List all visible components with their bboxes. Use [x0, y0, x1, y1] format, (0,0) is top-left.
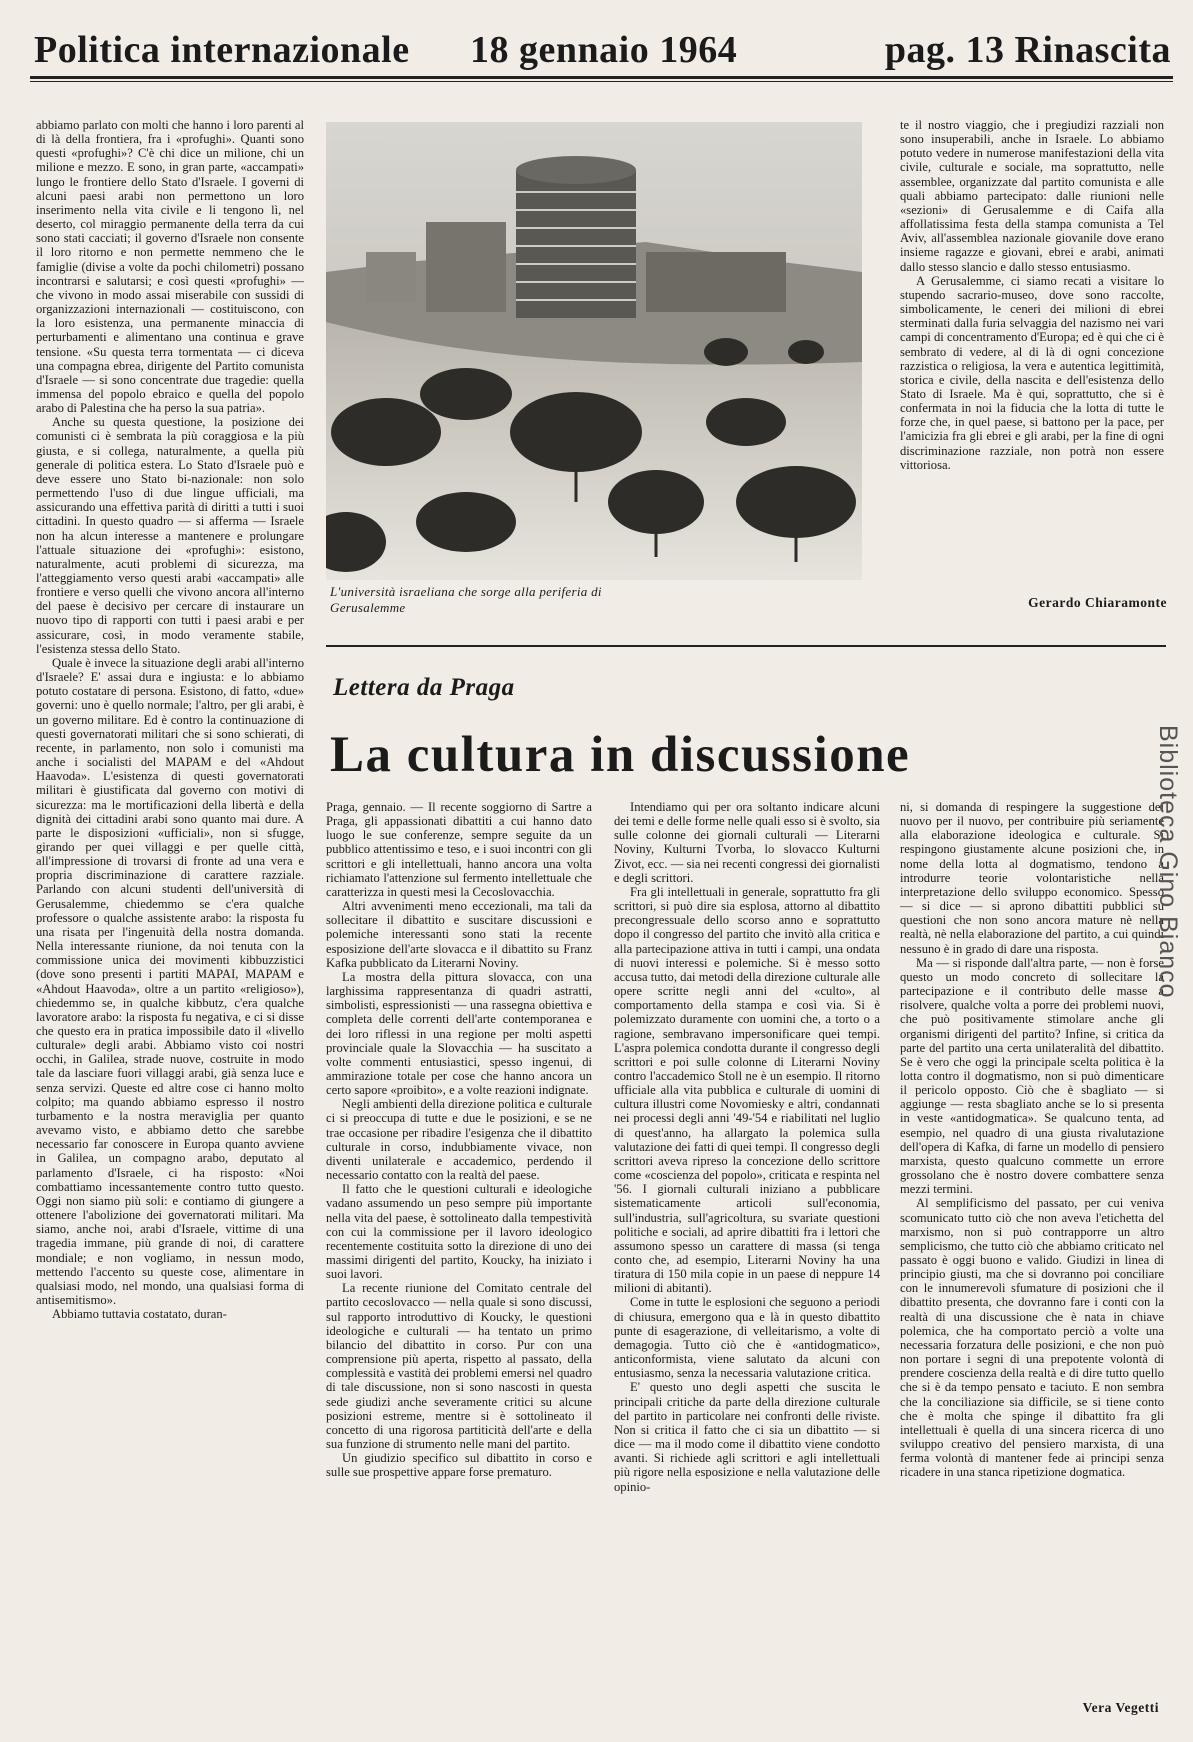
paragraph: Negli ambienti della direzione politica e culturale ci si preoccupa di tutte e due le posizioni, e se ne trae occasione per ribadire l'esigenza che il dibattito culturale in corso, indubbiamente vivace, non diventi unilaterale e accademico, perdendo il necessario contatto con la realtà del paese. [326, 1097, 592, 1183]
paragraph: Fra gli intellettuali in generale, soprattutto fra gli scrittori, si può dire sia esplosa, attorno al dibattito precongressuale dello scorso anno e soprattutto dopo il congresso del partito che invitò alla critica e alla partecipazione attiva in tutti i campi, una ondata di nuovi interessi e polemiche. Si è messo sotto accusa tutto, dai metodi della direzione culturale alle opere scritte negli anni del «culto», al comportamento della stampa e così via. Si è polemizzato duramente con uomini che, a torto o a ragione, sembravano impersonificare quei tempi. L'aspra polemica condotta durante il congresso degli scrittori e poi sulle colonne di Literarni Noviny contro l'accademico Stoll ne è un esempio. Il ritorno ufficiale alla vita pubblica e culturale di uomini di cultura illustri come Novomiesky e altri, condannati nei processi degli anni '49-'54 e riabilitati nel luglio di quest'anno, ha allargato la polemica sulla valutazione dei fatti di quei tempi. Il congresso degli scrittori aveva ripreso la concezione dello scrittore come «coscienza del popolo», criticata e respinta nel '56. I giornali culturali iniziano a pubblicare sistematicamente articoli sull'economia, sull'industria, sull'agricoltura, su svariate questioni politiche e sociali, ad aprire dibattiti fra i lettori che assumono spesso un carattere di massa (si tenga conto che, ad esempio, Literarni Noviny ha una tiratura di 150 mila copie in un paese di neppure 14 milioni di abitanti). [614, 884, 880, 1296]
paragraph: Come in tutte le esplosioni che seguono a periodi di chiusura, emergono qua e là in questo dibattito punte di esagerazione, di velleitarismo, a volte di demagogia. Tutto ciò che è «antidogmatico», anticonformista, viene salutato da alcuni con entusiasmo, senza la necessaria valutazione critica. [614, 1295, 880, 1381]
paragraph: Un giudizio specifico sul dibattito in corso e sulle sue prospettive appare forse prematuro. [326, 1451, 592, 1480]
section-title: Politica internazionale [34, 29, 410, 71]
paragraph: Anche su questa questione, la posizione dei comunisti ci è sembrata la più coraggiosa e la più giusta, e si collega, naturalmente, a quella più generale di politica estera. Lo Stato d'Israele può e deve essere uno Stato bi-nazionale: non solo permettendo l'uso di due lingue ufficiali, ma assicurando una effettiva parità di diritti a tutti i suoi cittadini. In questo quadro — si afferma — Israele non ha alcun interesse a mantenere e prolungare l'attuale situazione dei «profughi»: esistono, naturalmente, acuti problemi di sicurezza, ma l'atteggiamento verso questi arabi «accampati» alle frontiere e verso quelli che vivono ancora all'interno del paese è decisivo per cercare di instaurare un nuovo tipo di rapporti con tutti i paesi arabi e per assicurare, così, in modo veramente stabile, l'esistenza stessa dello Stato. [36, 415, 304, 656]
photo-caption: L'università israeliana che sorge alla periferia di Gerusalemme [330, 584, 602, 615]
issue-date: 18 gennaio 1964 [470, 29, 738, 71]
article2-headline: La cultura in discussione [330, 727, 911, 783]
article1-column-1 [36, 118, 304, 1724]
masthead-rule-thin [30, 81, 1173, 82]
paragraph: Il fatto che le questioni culturali e ideologiche vadano assumendo un peso sempre più importante nella vita del paese, è sottolineato dalla tempestività con cui la commissione per il lavoro ideologico recentemente costituita sotto la direzione di uno dei massimi dirigenti del partito, Koucky, ha iniziato i suoi lavori. [326, 1182, 592, 1282]
university-photo [326, 122, 862, 580]
article2-column-3 [900, 800, 1164, 1680]
paragraph: Altri avvenimenti meno eccezionali, ma tali da sollecitare il dibattito e suscitare discussioni e polemiche interessanti sono stati la recente esposizione dell'arte slovacca e il dibattito su Franz Kafka pubblicato da Literarni Noviny. [326, 899, 592, 970]
masthead-rule [30, 76, 1173, 79]
article2-author: Vera Vegetti [1082, 1700, 1159, 1715]
paragraph: abbiamo parlato con molti che hanno i loro parenti al di là della frontiera, fra i «profughi». Quanti sono questi «profughi»? C'è chi dice un milione, chi un milione e mezzo. E sono, in gran parte, «accampati» lungo le frontiere dello Stato d'Israele. I governi di alcuni paesi arabi non permettono un loro inserimento nella vita civile e li tengono lì, nel deserto, col miraggio permanente della terra da cui sono stati cacciati; il governo d'Israele non consente il loro ritorno e non permette nemmeno che le famiglie (divise a volte da pochi chilometri) possano incontrarsi e salutarsi; e così questi «profughi» — che vivono in modo assai miserabile con sussidi di organizzazioni internazionali — costituiscono, con la loro esistenza, una permanente minaccia di perturbamenti e alimentano una continua e grave tensione. «Su questa terra tormentata — ci diceva una compagna ebrea, dirigente del Partito comunista d'Israele — si sono concentrate due tragedie: quella immensa del popolo ebraico e quella del popolo arabo di Palestina che ha perso la sua patria». [36, 118, 304, 416]
paragraph: Ma — si risponde dall'altra parte, — non è forse questo un modo concreto di sollecitare la partecipazione e il contributo delle masse a risolvere, qualche volta a porre dei problemi nuovi, che può positivamente stimolare anche gli organismi dirigenti del partito? Infine, si critica da parte del partito una certa unilateralità del dibattito. Se è vero che oggi la principale scelta politica è la lotta contro il dogmatismo, non si può dimenticare il pericolo opposto. Ciò che è sbagliato — si aggiunge — resta sbagliato anche se lo si presenta in veste «antidogmatica». Se qualcuno tenta, ad esempio, nel quadro di una giusta rivalutazione dell'opera di Kafka, di farne un modello di pensiero marxista, questo qualcuno commette un errore grossolano che è nostro dovere combattere senza mezzi termini. [900, 955, 1164, 1197]
article2-kicker: Lettera da Praga [333, 674, 515, 701]
page-and-magazine: pag. 13 Rinascita [884, 29, 1171, 71]
paragraph: Quale è invece la situazione degli arabi all'interno d'Israele? E' assai dura e ingiusta: e lo abbiamo potuto costatare di persona. Esistono, di fatto, «due» governi: uno è quello normale; l'altro, per gli arabi, è un governo militare. Ed è contro la continuazione di questi governatorati militari che si sono schierati, di recente, in parlamento, non solo i comunisti ma anche i socialisti del MAPAM e del «Ahdout Haavoda». L'esistenza di questi governatorati militari è giustificata dal governo con motivi di sicurezza: ma le mortificazioni della libertà e della dignità dei cittadini arabi sono quanto mai dure. A parte le disposizioni «ufficiali», non si sfugge, girando per quei villaggi e per quelle città, all'impressione di trovarsi di fronte ad una vera e propria discriminazione di carattere razziale. Parlando con alcuni studenti dell'università di Gerusalemme, chiedemmo se c'era qualche professore o qualche assistente arabo: la risposta fu una risata per l'ingenuità della nostra domanda. Nella interessante riunione, da noi tenuta con la commissione unica dei movimenti kibbuzzistici (dove sono presenti i partiti MAPAI, MAPAM e «Ahdout Haavoda», oltre a un partito «religioso»), chiedemmo se, in qualche kibbutz, c'era qualche lavoratore arabo: la risposta fu negativa, e ci si disse che questo era in pratica impossibile dato il «livello culturale» degli arabi. Abbiamo visto coi nostri occhi, in Galilea, strade nuove, costruite in modo tale da lasciare fuori villaggi arabi, già senza luce e senza servizi. Queste ed altre cose ci hanno molto colpito; ma quando abbiamo espresso il nostro turbamento e la nostra meraviglia per quanto avevamo visto, e abbiamo detto che sarebbe necessario far conoscere in Europa quanto avviene in Galilea, un compagno arabo, deputato al parlamento d'Israele, ci ha risposto: «Noi combattiamo incessantemente contro tutto questo. Oggi non siamo più soli: e contiamo di giungere a ottenere l'abolizione dei governatorati militari. Ma siamo, anche noi, arabi d'Israele, vittime di una tragedia immane, più grande di noi, di carattere mondiale; e non vogliamo, in nessun modo, mettendo l'accento su queste cose, alimentare in qualsiasi modo, nel mondo, una qualsiasi forma di antisemitismo». [36, 655, 304, 1307]
paragraph: Al semplificismo del passato, per cui veniva scomunicato tutto ciò che non aveva l'etichetta del marxismo, non si può contrapporre un altro semplicismo, che tutto ciò che abbiamo criticato nel passato è oggi buono e valido. Giudizi in linea di principio giusti, ma che si dovranno poi conciliare con le innumerevoli sfumature di posizioni che il dibattito presenta, che dovranno fare i conti con la realtà di una discussione che è nata in chiave polemica, che ha comportato perciò a volte una necessaria forzatura delle posizioni, e che non può non portare i segni di una prepotente volontà di prendere coscienza della realtà e di dire tutto quello che si è da tempo pensato e taciuto. E non sembra che la conciliazione sia difficile, se si tiene conto che è molta che spinge il dibattito fra gli intellettuali è quella di una sincera ricerca di uno sviluppo creativo del pensiero marxista, di una ferma volontà di mantener fede ai principi senza ricadere in una stanca ripetizione dogmatica. [900, 1196, 1164, 1480]
university-photo-image [326, 122, 862, 580]
paragraph: A Gerusalemme, ci siamo recati a visitare lo stupendo sacrario-museo, dove sono raccolte, simbolicamente, le ceneri dei milioni di ebrei sterminati dalla furia selvaggia del nazismo nei vari campi di concentramento d'Europa; ed è qui che ci è sembrato di vedere, al di là di ogni concezione razzistica o religiosa, la vera e autentica legittimità, storica e civile, della nascita e dell'esistenza dello Stato di Israele. Ma è qui, soprattutto, che si è confermata in noi la fiducia che la lotta di tutte le forze che, in quel paese, si battono per la pace, per l'amicizia fra gli ebrei e gli arabi, per la fine di ogni discriminazione razziale, non potrà non essere vittoriosa. [900, 273, 1164, 472]
paragraph: Abbiamo tuttavia costatato, duran- [52, 1307, 227, 1322]
article-separator [326, 645, 1166, 647]
paragraph: ni, si domanda di respingere la suggestione del nuovo per il nuovo, per contribuire più seriamente alla elaborazione ideologica e culturale. Si respingono giustamente alcune posizioni che, in nome della lotta al dogmatismo, tendono a introdurre teorie volontaristiche nella interpretazione dello sviluppo economico. Spesso — si dice — si aprono dibattiti pubblici su questioni che non sono ancora mature nè nella realtà, nè nella elaborazione del partito, a cui quindi nessuno è in grado di dare una risposta. [900, 800, 1164, 956]
paragraph: E' questo uno degli aspetti che suscita le principali critiche da parte della direzione culturale del partito in particolare nei confronti delle riviste. Non si critica il fatto che ci sia un dibattito — si dice — ma il modo come il dibattito viene condotto avanti. Si richiede agli scrittori e agli intellettuali più rigore nella esposizione e nella valutazione delle opinio- [614, 1380, 880, 1494]
paragraph: Praga, gennaio. — Il recente soggiorno di Sartre a Praga, gli appassionati dibattiti a cui hanno dato luogo le sue conferenze, sempre seguite da un pubblico attentissimo e teso, e i suoi incontri con gli scrittori e gli intellettuali, hanno ancora una volta richiamato l'attenzione sul fermento intellettuale che caratterizza in questi mesi la Cecoslovacchia. [326, 800, 592, 899]
paragraph: Intendiamo qui per ora soltanto indicare alcuni dei temi e delle forme nelle quali esso si è svolto, sia sulle colonne dei giornali culturali — Literarni Noviny, Kulturni Tvorba, lo slovacco Kulturni Zivot, ecc. — sia nei recenti congressi dei giornalisti e degli scrittori. [614, 800, 880, 885]
article1-author: Gerardo Chiaramonte [1028, 595, 1167, 610]
paragraph: te il nostro viaggio, che i pregiudizi razziali non sono insuperabili, anche in Israele. Lo abbiamo potuto vedere in numerose manifestazioni della vita civile, culturale e sociale, ma soprattutto, nelle assemblee, organizzate dal partito comunista e alle quali abbiamo partecipato: dalle riunioni nelle «sezioni» di Gerusalemme e di Caifa alla affollatissima festa della stampa comunista a Tel Aviv, all'assemblea nazionale giovanile dove erano insieme ragazze e giovani, ebrei e arabi, animati dallo stesso slancio e dallo stesso entusiasmo. [900, 118, 1164, 274]
archive-stamp-text: Biblioteca Gino Bianco [1154, 725, 1182, 999]
archive-stamp [1156, 725, 1190, 1025]
article1-column-4 [900, 118, 1164, 596]
article2-column-1 [326, 800, 592, 1724]
paragraph: La mostra della pittura slovacca, con una larghissima rappresentanza di quadri astratti, simbolisti, espressionisti — una rassegna obiettiva e completa delle correnti dell'arte contemporanea e dei loro riflessi in una regione per molti aspetti provinciale quale la Slovacchia — ha suscitato a volte commenti entusiastici, spesso ingenui, di ammirazione totale per cose che hanno ancora un certo sapore «proibito», e a volte reazioni indignate. [326, 969, 592, 1098]
article2-column-2 [614, 800, 880, 1724]
paragraph: La recente riunione del Comitato centrale del partito cecoslovacco — nella quale si sono discussi, sul rapporto introduttivo di Koucky, le questioni ideologiche e culturali — ha tentato un primo bilancio del dibattito in corso. Pur con una comprensione più aperta, rispetto al passato, della complessità e vastità dei problemi emersi nel quadro di tale discussione, non si sono nascosti in questa sede giudizi anche severamente critici su alcune posizioni estreme, mentre si è sottolineato il concetto di una rigorosa partiticità dell'arte e della sua funzione di strumento nelle mani del partito. [326, 1281, 592, 1452]
